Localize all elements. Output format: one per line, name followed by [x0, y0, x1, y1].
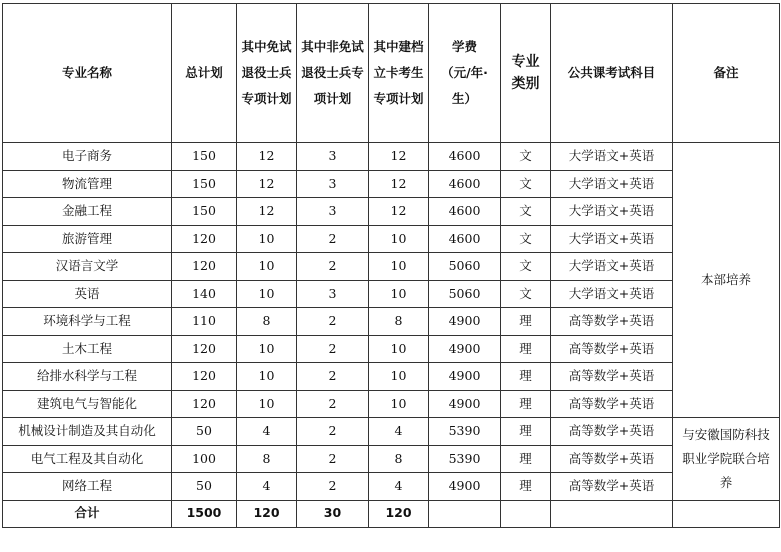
header-major: 专业名称	[3, 4, 172, 143]
cell-category: 理	[501, 308, 551, 336]
cell-total-plan: 120	[172, 335, 237, 363]
cell-exam-subjects: 大学语文+英语	[551, 280, 673, 308]
cell-category: 理	[501, 363, 551, 391]
cell-major: 英语	[3, 280, 172, 308]
header-row	[3, 4, 780, 143]
cell-total-plan: 50	[172, 418, 237, 446]
header-category: 专业类别	[501, 4, 551, 143]
cell-tuition: 4900	[429, 308, 501, 336]
cell-filing-card: 10	[369, 280, 429, 308]
cell-tuition: 5390	[429, 445, 501, 473]
cell-non-exempt-veteran: 2	[297, 473, 369, 501]
cell-filing-card: 10	[369, 335, 429, 363]
cell-total-plan: 150	[172, 143, 237, 171]
cell-exam-subjects: 大学语文+英语	[551, 143, 673, 171]
cell-filing-card: 10	[369, 390, 429, 418]
cell-category: 文	[501, 170, 551, 198]
cell-total-plan: 120	[172, 225, 237, 253]
cell-filing-card: 12	[369, 170, 429, 198]
header-tuition: 学费（元/年·生）	[429, 4, 501, 143]
header-exempt-veteran: 其中免试退役士兵专项计划	[237, 4, 297, 143]
cell-filing-card: 10	[369, 363, 429, 391]
cell-tuition: 4900	[429, 363, 501, 391]
cell-filing-card: 12	[369, 198, 429, 226]
table-row	[3, 390, 780, 418]
cell-total-plan: 110	[172, 308, 237, 336]
cell-filing-card: 8	[369, 308, 429, 336]
cell-major: 网络工程	[3, 473, 172, 501]
total-empty-cell	[501, 500, 551, 527]
cell-non-exempt-veteran: 3	[297, 280, 369, 308]
cell-major: 汉语言文学	[3, 253, 172, 281]
cell-category: 文	[501, 143, 551, 171]
table-row	[3, 445, 780, 473]
cell-total-plan: 140	[172, 280, 237, 308]
cell-category: 文	[501, 253, 551, 281]
cell-non-exempt-veteran: 2	[297, 225, 369, 253]
cell-total-plan: 100	[172, 445, 237, 473]
cell-exam-subjects: 大学语文+英语	[551, 198, 673, 226]
cell-total-plan: 150	[172, 198, 237, 226]
table-row	[3, 418, 780, 446]
cell-major: 土木工程	[3, 335, 172, 363]
cell-total-plan: 120	[172, 363, 237, 391]
cell-category: 理	[501, 335, 551, 363]
total-exempt-sum: 120	[237, 500, 297, 527]
cell-tuition: 4600	[429, 198, 501, 226]
cell-filing-card: 12	[369, 143, 429, 171]
cell-exam-subjects: 高等数学+英语	[551, 445, 673, 473]
cell-filing-card: 8	[369, 445, 429, 473]
cell-exempt-veteran: 10	[237, 280, 297, 308]
note-main-campus: 本部培养	[673, 143, 780, 418]
total-filing-sum: 120	[369, 500, 429, 527]
cell-exam-subjects: 大学语文+英语	[551, 253, 673, 281]
cell-filing-card: 10	[369, 225, 429, 253]
cell-major: 旅游管理	[3, 225, 172, 253]
total-empty-cell	[551, 500, 673, 527]
cell-category: 理	[501, 390, 551, 418]
cell-total-plan: 150	[172, 170, 237, 198]
total-plan-sum: 1500	[172, 500, 237, 527]
cell-exam-subjects: 高等数学+英语	[551, 418, 673, 446]
cell-exempt-veteran: 10	[237, 363, 297, 391]
cell-non-exempt-veteran: 3	[297, 143, 369, 171]
cell-filing-card: 10	[369, 253, 429, 281]
cell-exempt-veteran: 4	[237, 473, 297, 501]
cell-exempt-veteran: 10	[237, 253, 297, 281]
note-joint-training	[673, 418, 780, 501]
total-label: 合计	[3, 500, 172, 527]
cell-category: 文	[501, 198, 551, 226]
header-filing-card: 其中建档立卡考生专项计划	[369, 4, 429, 143]
cell-major: 建筑电气与智能化	[3, 390, 172, 418]
table-row	[3, 280, 780, 308]
enrollment-plan-table	[2, 3, 780, 528]
cell-non-exempt-veteran: 2	[297, 308, 369, 336]
table-row	[3, 225, 780, 253]
cell-tuition: 4600	[429, 170, 501, 198]
header-notes: 备注	[673, 4, 780, 143]
cell-exam-subjects: 高等数学+英语	[551, 473, 673, 501]
cell-tuition: 5060	[429, 253, 501, 281]
cell-exam-subjects: 大学语文+英语	[551, 225, 673, 253]
cell-exempt-veteran: 8	[237, 445, 297, 473]
cell-exam-subjects: 高等数学+英语	[551, 335, 673, 363]
table-row	[3, 308, 780, 336]
cell-non-exempt-veteran: 2	[297, 253, 369, 281]
cell-exempt-veteran: 12	[237, 170, 297, 198]
cell-exempt-veteran: 8	[237, 308, 297, 336]
cell-filing-card: 4	[369, 418, 429, 446]
cell-tuition: 5060	[429, 280, 501, 308]
cell-non-exempt-veteran: 2	[297, 335, 369, 363]
cell-non-exempt-veteran: 3	[297, 198, 369, 226]
total-empty-cell	[673, 500, 780, 527]
table-row	[3, 170, 780, 198]
cell-non-exempt-veteran: 2	[297, 390, 369, 418]
header-non-exempt-veteran: 其中非免试退役士兵专项计划	[297, 4, 369, 143]
total-nonexempt-sum: 30	[297, 500, 369, 527]
header-exam-subjects: 公共课考试科目	[551, 4, 673, 143]
table-row	[3, 143, 780, 171]
cell-category: 理	[501, 418, 551, 446]
cell-exempt-veteran: 12	[237, 143, 297, 171]
cell-major: 机械设计制造及其自动化	[3, 418, 172, 446]
cell-non-exempt-veteran: 3	[297, 170, 369, 198]
cell-exempt-veteran: 10	[237, 225, 297, 253]
cell-total-plan: 120	[172, 390, 237, 418]
cell-exam-subjects: 大学语文+英语	[551, 170, 673, 198]
cell-tuition: 4900	[429, 473, 501, 501]
table-row	[3, 335, 780, 363]
cell-exempt-veteran: 10	[237, 390, 297, 418]
cell-exam-subjects: 高等数学+英语	[551, 308, 673, 336]
cell-total-plan: 120	[172, 253, 237, 281]
total-empty-cell	[429, 500, 501, 527]
cell-tuition: 5390	[429, 418, 501, 446]
cell-tuition: 4600	[429, 143, 501, 171]
cell-category: 文	[501, 225, 551, 253]
cell-category: 理	[501, 473, 551, 501]
cell-exam-subjects: 高等数学+英语	[551, 390, 673, 418]
cell-major: 给排水科学与工程	[3, 363, 172, 391]
total-row	[3, 500, 780, 527]
header-total-plan: 总计划	[172, 4, 237, 143]
cell-total-plan: 50	[172, 473, 237, 501]
cell-exempt-veteran: 12	[237, 198, 297, 226]
table-row	[3, 253, 780, 281]
cell-major: 金融工程	[3, 198, 172, 226]
table-row	[3, 473, 780, 501]
cell-major: 环境科学与工程	[3, 308, 172, 336]
cell-exam-subjects: 高等数学+英语	[551, 363, 673, 391]
cell-filing-card: 4	[369, 473, 429, 501]
cell-tuition: 4900	[429, 390, 501, 418]
cell-exempt-veteran: 10	[237, 335, 297, 363]
cell-non-exempt-veteran: 2	[297, 418, 369, 446]
cell-major: 电子商务	[3, 143, 172, 171]
cell-tuition: 4900	[429, 335, 501, 363]
cell-major: 物流管理	[3, 170, 172, 198]
cell-non-exempt-veteran: 2	[297, 363, 369, 391]
note-joint-training-text: 与安徽国防科技职业学院联合培养	[682, 426, 770, 490]
table-row	[3, 198, 780, 226]
table-row	[3, 363, 780, 391]
cell-category: 文	[501, 280, 551, 308]
cell-tuition: 4600	[429, 225, 501, 253]
cell-major: 电气工程及其自动化	[3, 445, 172, 473]
cell-exempt-veteran: 4	[237, 418, 297, 446]
cell-non-exempt-veteran: 2	[297, 445, 369, 473]
cell-category: 理	[501, 445, 551, 473]
